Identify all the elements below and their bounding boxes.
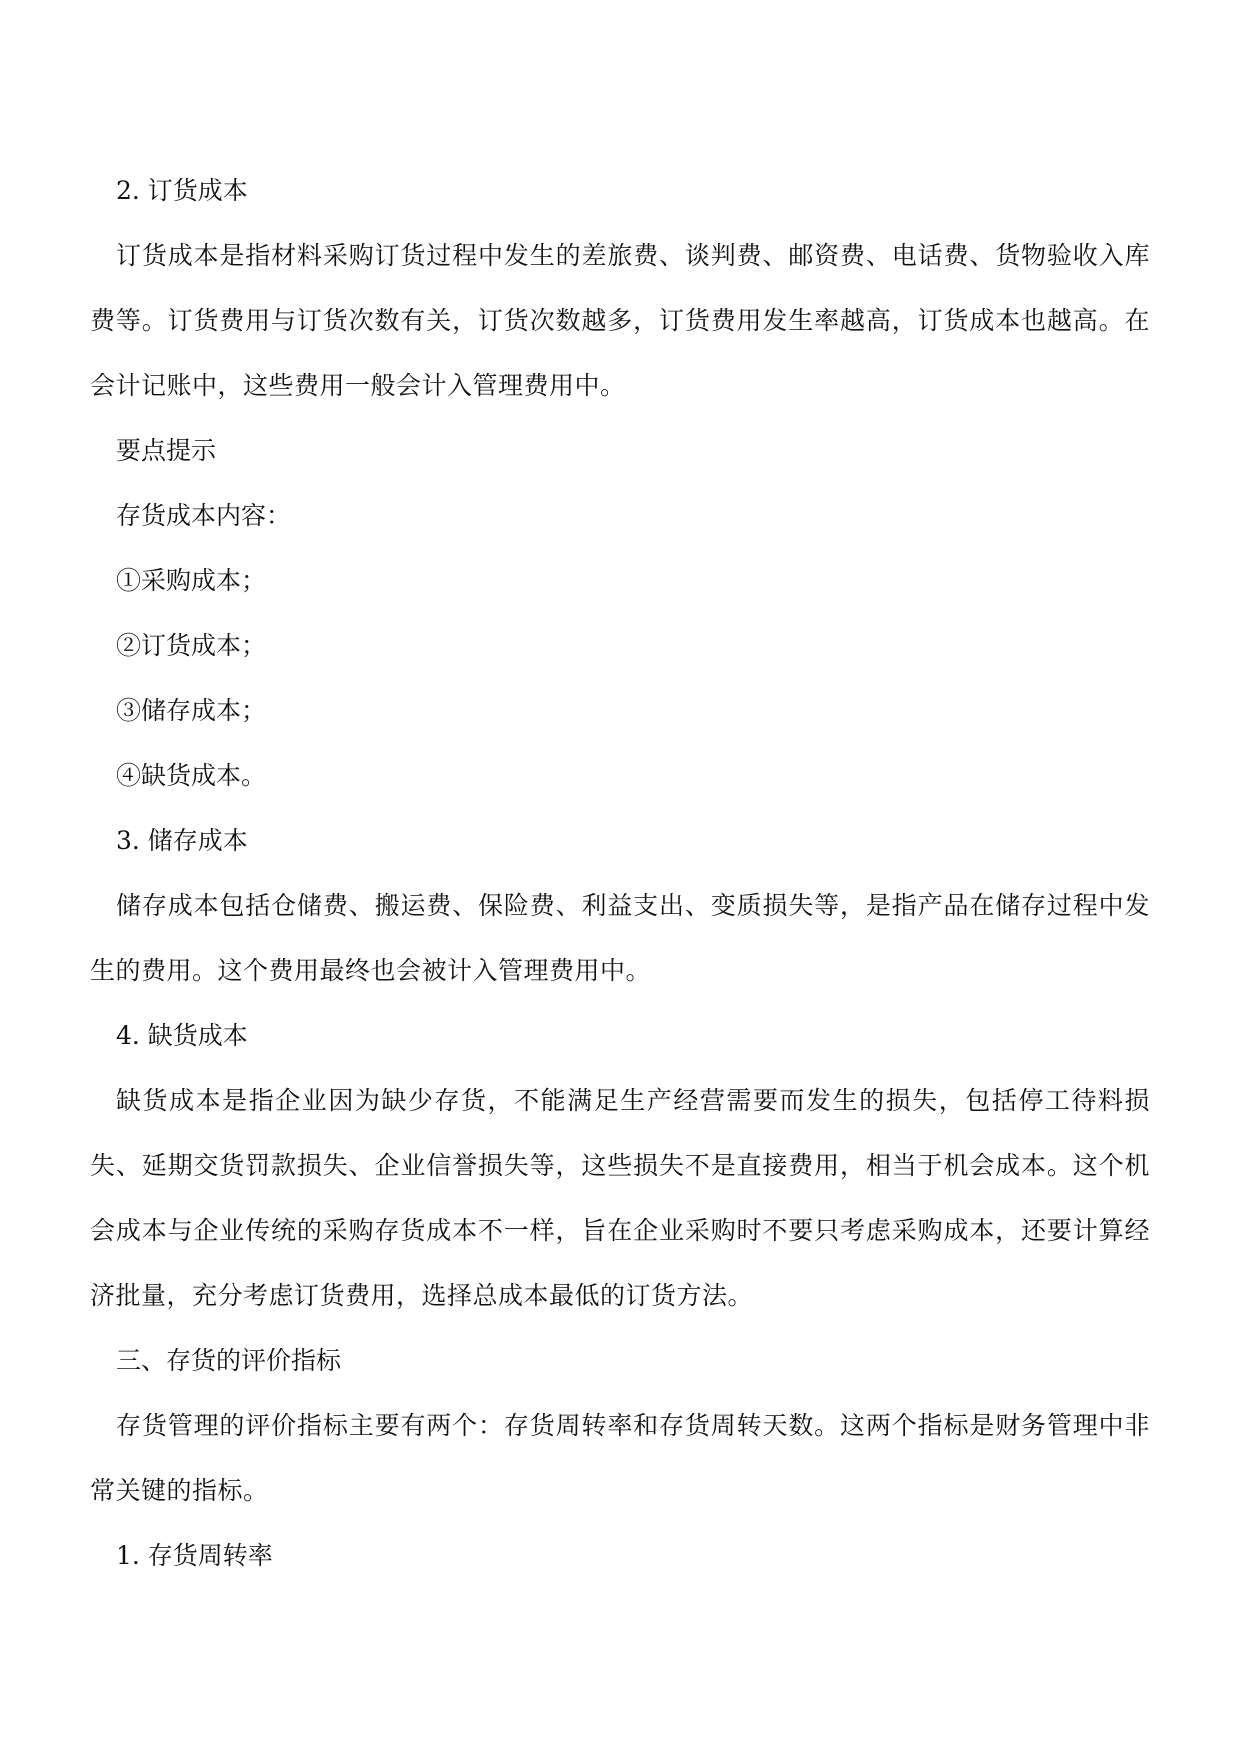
- paragraph-evaluation-indicators: 存货管理的评价指标主要有两个：存货周转率和存货周转天数。这两个指标是财务管理中非常关键的指标。: [90, 1411, 1150, 1505]
- key-points-heading: 要点提示: [116, 436, 217, 465]
- list-item-purchase-cost: ①采购成本；: [116, 566, 267, 595]
- list-item-storage-cost: ③储存成本；: [116, 696, 267, 725]
- section-heading-shortage-cost: 4. 缺货成本: [116, 1021, 248, 1050]
- list-item-shortage-cost: ④缺货成本。: [116, 761, 267, 790]
- document-body: [90, 158, 1150, 1588]
- inventory-cost-contents-label: 存货成本内容：: [116, 501, 292, 530]
- section-heading-evaluation-indicators: 三、存货的评价指标: [116, 1346, 342, 1375]
- section-heading-turnover-rate: 1. 存货周转率: [116, 1541, 273, 1570]
- paragraph-shortage-cost: 缺货成本是指企业因为缺少存货，不能满足生产经营需要而发生的损失，包括停工待料损失、延期交货罚款损失、企业信誉损失等，这些损失不是直接费用，相当于机会成本。这个机会成本与企业传统的采购存货成本不一样，旨在企业采购时不要只考虑采购成本，还要计算经济批量，充分考虑订货费用，选择总成本最低的订货方法。: [90, 1086, 1150, 1310]
- paragraph-storage-cost: 储存成本包括仓储费、搬运费、保险费、利益支出、变质损失等，是指产品在储存过程中发生的费用。这个费用最终也会被计入管理费用中。: [90, 891, 1150, 985]
- paragraph-ordering-cost: 订货成本是指材料采购订货过程中发生的差旅费、谈判费、邮资费、电话费、货物验收入库费等。订货费用与订货次数有关，订货次数越多，订货费用发生率越高，订货成本也越高。在会计记账中，这些费用一般会计入管理费用中。: [90, 241, 1150, 400]
- list-item-ordering-cost: ②订货成本；: [116, 631, 267, 660]
- section-heading-ordering-cost: 2. 订货成本: [116, 176, 248, 205]
- section-heading-storage-cost: 3. 储存成本: [116, 826, 248, 855]
